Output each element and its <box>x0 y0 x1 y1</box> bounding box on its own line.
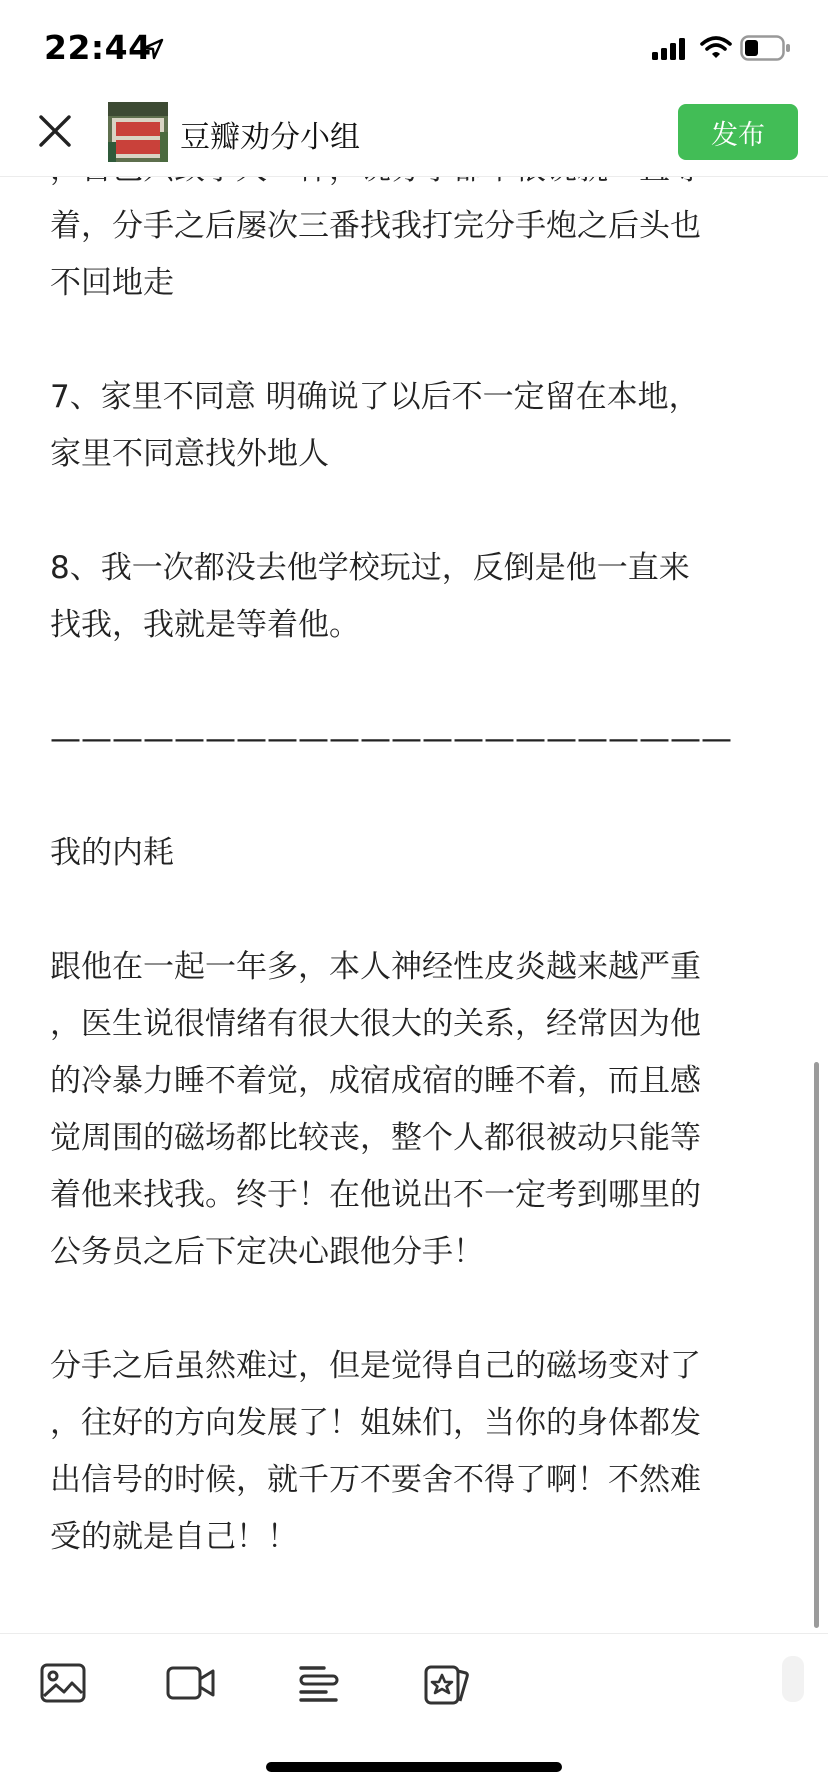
toolbar-collapse-handle[interactable] <box>782 1656 804 1702</box>
post-line: 觉周围的磁场都比较丧，整个人都很被动只能等 <box>50 1120 701 1156</box>
post-line: 的冷暴力睡不着觉，成宿成宿的睡不着，而且感 <box>50 1063 701 1099</box>
insert-sticker-button[interactable] <box>422 1658 472 1708</box>
group-avatar[interactable] <box>108 102 168 162</box>
image-icon <box>40 1663 86 1703</box>
post-editor[interactable] <box>0 177 828 1633</box>
wifi-icon <box>700 35 732 61</box>
blank-line <box>50 483 790 540</box>
cellular-signal-icon <box>652 36 688 62</box>
post-line: 着他来找我。终于！在他说出不一定考到哪里的 <box>50 1177 701 1213</box>
post-line: 着，分手之后屡次三番找我打完分手炮之后头也 <box>50 208 701 244</box>
close-button[interactable] <box>30 106 80 156</box>
video-icon <box>166 1665 216 1701</box>
section-heading: 我的内耗 <box>50 835 174 871</box>
post-line: 7、家里不同意 明确说了以后不一定留在本地， <box>50 379 700 415</box>
close-icon <box>38 114 72 148</box>
location-arrow-icon <box>142 38 164 60</box>
blank-line <box>50 312 790 369</box>
post-line: 跟他在一起一年多，本人神经性皮炎越来越严重 <box>50 949 701 985</box>
nav-bar <box>0 96 828 177</box>
status-time: 22:44 <box>44 28 152 67</box>
separator-line: —————————————————————— <box>50 721 732 757</box>
blank-line <box>50 768 790 825</box>
editor-toolbar <box>0 1633 828 1734</box>
blank-line <box>50 1281 790 1338</box>
post-line: 分手之后虽然难过，但是觉得自己的磁场变对了 <box>50 1348 701 1384</box>
insert-image-button[interactable] <box>38 1658 88 1708</box>
post-line: ，往好的方向发展了！姐妹们，当你的身体都发 <box>50 1405 701 1441</box>
text-format-button[interactable] <box>294 1658 344 1708</box>
post-line: 8、我一次都没去他学校玩过，反倒是他一直来 <box>50 550 690 586</box>
blank-line <box>50 654 790 711</box>
battery-icon <box>740 34 792 62</box>
post-line: ，医生说很情绪有很大很大的关系，经常因为他 <box>50 1006 701 1042</box>
post-line: 受的就是自己！！ <box>50 1519 298 1555</box>
blank-line <box>50 1566 790 1623</box>
insert-video-button[interactable] <box>166 1658 216 1708</box>
publish-button[interactable]: 发布 <box>678 104 798 160</box>
post-body[interactable] <box>50 141 790 1680</box>
home-indicator[interactable] <box>266 1762 562 1772</box>
blank-line <box>50 882 790 939</box>
text-format-icon <box>298 1662 340 1704</box>
post-line: 家里不同意找外地人 <box>50 436 329 472</box>
post-line: 找我，我就是等着他。 <box>50 607 360 643</box>
post-line: 出信号的时候，就千万不要舍不得了啊！不然难 <box>50 1462 701 1498</box>
scrollbar[interactable] <box>814 1062 819 1628</box>
status-bar <box>0 0 828 96</box>
group-name[interactable]: 豆瓣劝分小组 <box>180 120 360 155</box>
post-line: 公务员之后下定决心跟他分手！ <box>50 1234 484 1270</box>
sticker-icon <box>424 1661 470 1705</box>
post-line: 不回地走 <box>50 265 174 301</box>
